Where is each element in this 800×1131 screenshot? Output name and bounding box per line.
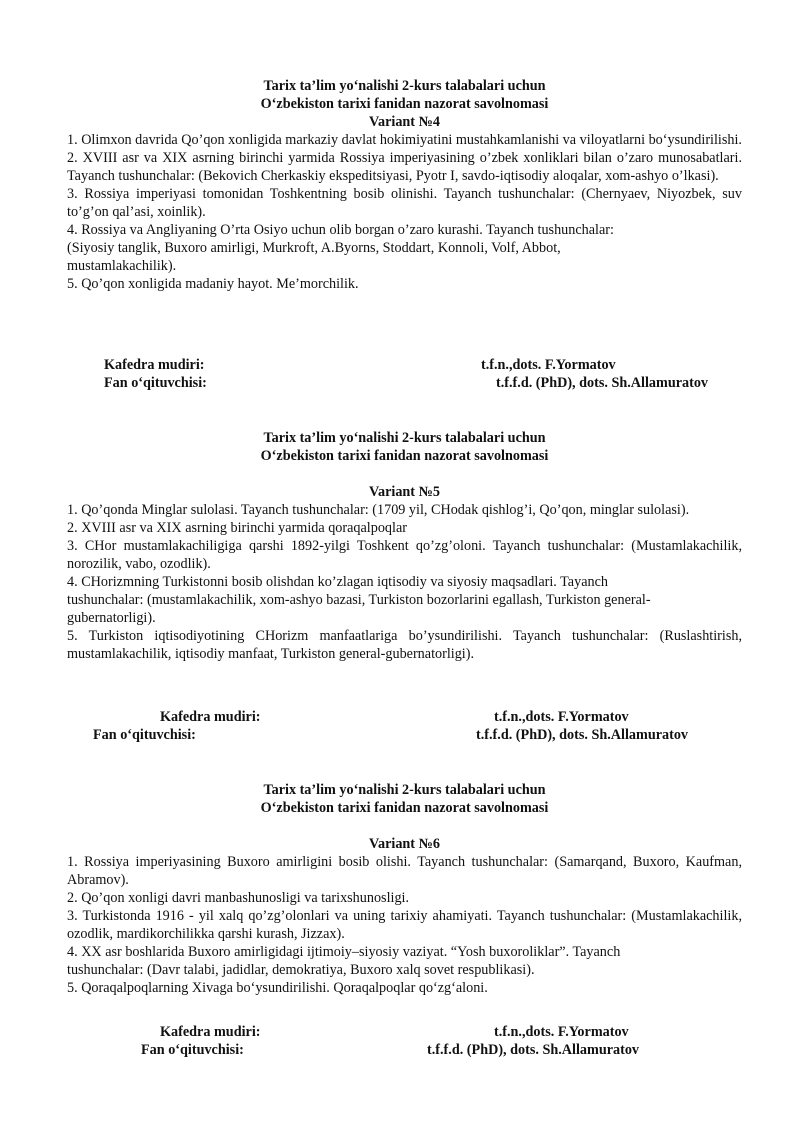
variant-5-question-3: 3. CHor mustamlakachiligiga qarshi 1892-yilgi Toshkent qo’zg’oloni. Tayanch tushunchalar: (Mustamlakachilik, norozilik, vabo, ozodlik). bbox=[67, 538, 742, 572]
variant-5-header-line1: Tarix ta’lim yo‘nalishi 2-kurs talabalari uchun bbox=[263, 430, 546, 446]
variant-6-head-label: Kafedra mudiri: bbox=[160, 1024, 261, 1040]
variant-4-question-4-end: mustamlakachilik). bbox=[67, 258, 177, 274]
variant-6-header-line2: O‘zbekiston tarixi fanidan nazorat savolnomasi bbox=[260, 800, 549, 816]
variant-4-question-5: 5. Qo’qon xonligida madaniy hayot. Me’morchilik. bbox=[67, 276, 359, 292]
variant-5-question-4: 4. CHorizmning Turkistonni bosib olishdan ko’zlagan iqtisodiy va siyosiy maqsadlari. Tayanch bbox=[67, 574, 608, 590]
variant-4-header-line1: Tarix ta’lim yo‘nalishi 2-kurs talabalari uchun bbox=[263, 78, 546, 94]
variant-6-question-1: 1. Rossiya imperiyasining Buxoro amirligini bosib olishi. Tayanch tushunchalar: (Samarqand, Buxoro, Kaufman, Abramov). bbox=[67, 854, 742, 888]
variant-5-header-line2: O‘zbekiston tarixi fanidan nazorat savolnomasi bbox=[260, 448, 549, 464]
variant-4-title: Variant №4 bbox=[369, 114, 440, 130]
variant-6-section bbox=[67, 781, 742, 997]
variant-6-head-name: t.f.n.,dots. F.Yormatov bbox=[494, 1024, 629, 1040]
variant-5-head-name: t.f.n.,dots. F.Yormatov bbox=[494, 709, 629, 725]
variant-4-teacher-label: Fan o‘qituvchisi: bbox=[104, 375, 207, 391]
variant-5-title: Variant №5 bbox=[369, 484, 440, 500]
variant-5-teacher-name: t.f.f.d. (PhD), dots. Sh.Allamuratov bbox=[476, 727, 689, 743]
variant-5-question-4-end: gubernatorligi). bbox=[67, 610, 156, 626]
variant-6-question-4-cont: tushunchalar: (Davr talabi, jadidlar, demokratiya, Buxoro xalq sovet respublikasi). bbox=[67, 962, 535, 978]
variant-5-question-1: 1. Qo’qonda Minglar sulolasi. Tayanch tushunchalar: (1709 yil, CHodak qishlog’i, Qo’qon, minglar sulolasi). bbox=[67, 502, 690, 518]
variant-6-question-5: 5. Qoraqalpoqlarning Xivaga bo‘ysundirilishi. Qoraqalpoqlar qo‘zg‘aloni. bbox=[67, 980, 488, 996]
variant-4-question-2: 2. XVIII asr va XIX asrning birinchi yarmida Rossiya imperiyasining o’zbek xonliklari bilan o’zaro munosabatlari. Tayanch tushunchalar: (Bekovich Cherkaskiy ekspeditsiyasi, Pyotr I, savdo-iqtisodiy aloqalar, xom-ashyo o’lkasi). bbox=[67, 150, 742, 184]
variant-4-question-4: 4. Rossiya va Angliyaning O’rta Osiyo uchun olib borgan o’zaro kurashi. Tayanch tushunchalar: bbox=[67, 222, 614, 238]
variant-4-question-1: 1. Olimxon davrida Qo’qon xonligida markaziy davlat hokimiyatini mustahkamlanishi va viloyatlarni bo‘ysundirilishi. bbox=[67, 132, 742, 148]
variant-4-header-line2: O‘zbekiston tarixi fanidan nazorat savolnomasi bbox=[260, 96, 549, 112]
variant-6-question-2: 2. Qo’qon xonligi davri manbashunosligi va tarixshunosligi. bbox=[67, 890, 410, 906]
variant-4-section bbox=[67, 77, 742, 293]
variant-6-question-4: 4. XX asr boshlarida Buxoro amirligidagi ijtimoiy–siyosiy vaziyat. “Yosh buxoroliklar”. Tayanch bbox=[67, 944, 621, 960]
variant-4-question-3: 3. Rossiya imperiyasi tomonidan Toshkentning bosib olinishi. Tayanch tushunchalar: (Chernyaev, Niyozbek, suv to’g’on qal’asi, xoinlik). bbox=[67, 186, 742, 220]
variant-5-question-2: 2. XVIII asr va XIX asrning birinchi yarmida qoraqalpoqlar bbox=[67, 520, 407, 536]
variant-6-teacher-label: Fan o‘qituvchisi: bbox=[141, 1042, 244, 1058]
variant-5-teacher-label: Fan o‘qituvchisi: bbox=[93, 727, 196, 743]
variant-6-question-3: 3. Turkistonda 1916 - yil xalq qo’zg’olonlari va uning tarixiy ahamiyati. Tayanch tushunchalar: (Mustamlakachilik, ozodlik, mardikorchilikka qarshi kurash, Jizzax). bbox=[67, 908, 742, 942]
variant-5-section bbox=[67, 429, 742, 663]
variant-4-question-4-cont: (Siyosiy tanglik, Buxoro amirligi, Murkroft, A.Byorns, Stoddart, Konnoli, Volf, Abbot, bbox=[67, 240, 561, 256]
variant-6-title: Variant №6 bbox=[369, 836, 440, 852]
variant-6-teacher-name: t.f.f.d. (PhD), dots. Sh.Allamuratov bbox=[427, 1042, 640, 1058]
variant-5-question-4-cont: tushunchalar: (mustamlakachilik, xom-ashyo bazasi, Turkiston bozorlarini egallash, Turkiston general- bbox=[67, 592, 651, 608]
variant-4-head-name: t.f.n.,dots. F.Yormatov bbox=[481, 357, 616, 373]
variant-4-head-label: Kafedra mudiri: bbox=[104, 357, 205, 373]
variant-5-question-5: 5. Turkiston iqtisodiyotining CHorizm manfaatlariga bo’ysundirilishi. Tayanch tushunchalar: (Ruslashtirish, mustamlakachilik, iqtisodiy manfaat, Turkiston general-gubernatorligi). bbox=[67, 628, 742, 662]
variant-5-head-label: Kafedra mudiri: bbox=[160, 709, 261, 725]
variant-4-teacher-name: t.f.f.d. (PhD), dots. Sh.Allamuratov bbox=[496, 375, 709, 391]
variant-6-header-line1: Tarix ta’lim yo‘nalishi 2-kurs talabalari uchun bbox=[263, 782, 546, 798]
